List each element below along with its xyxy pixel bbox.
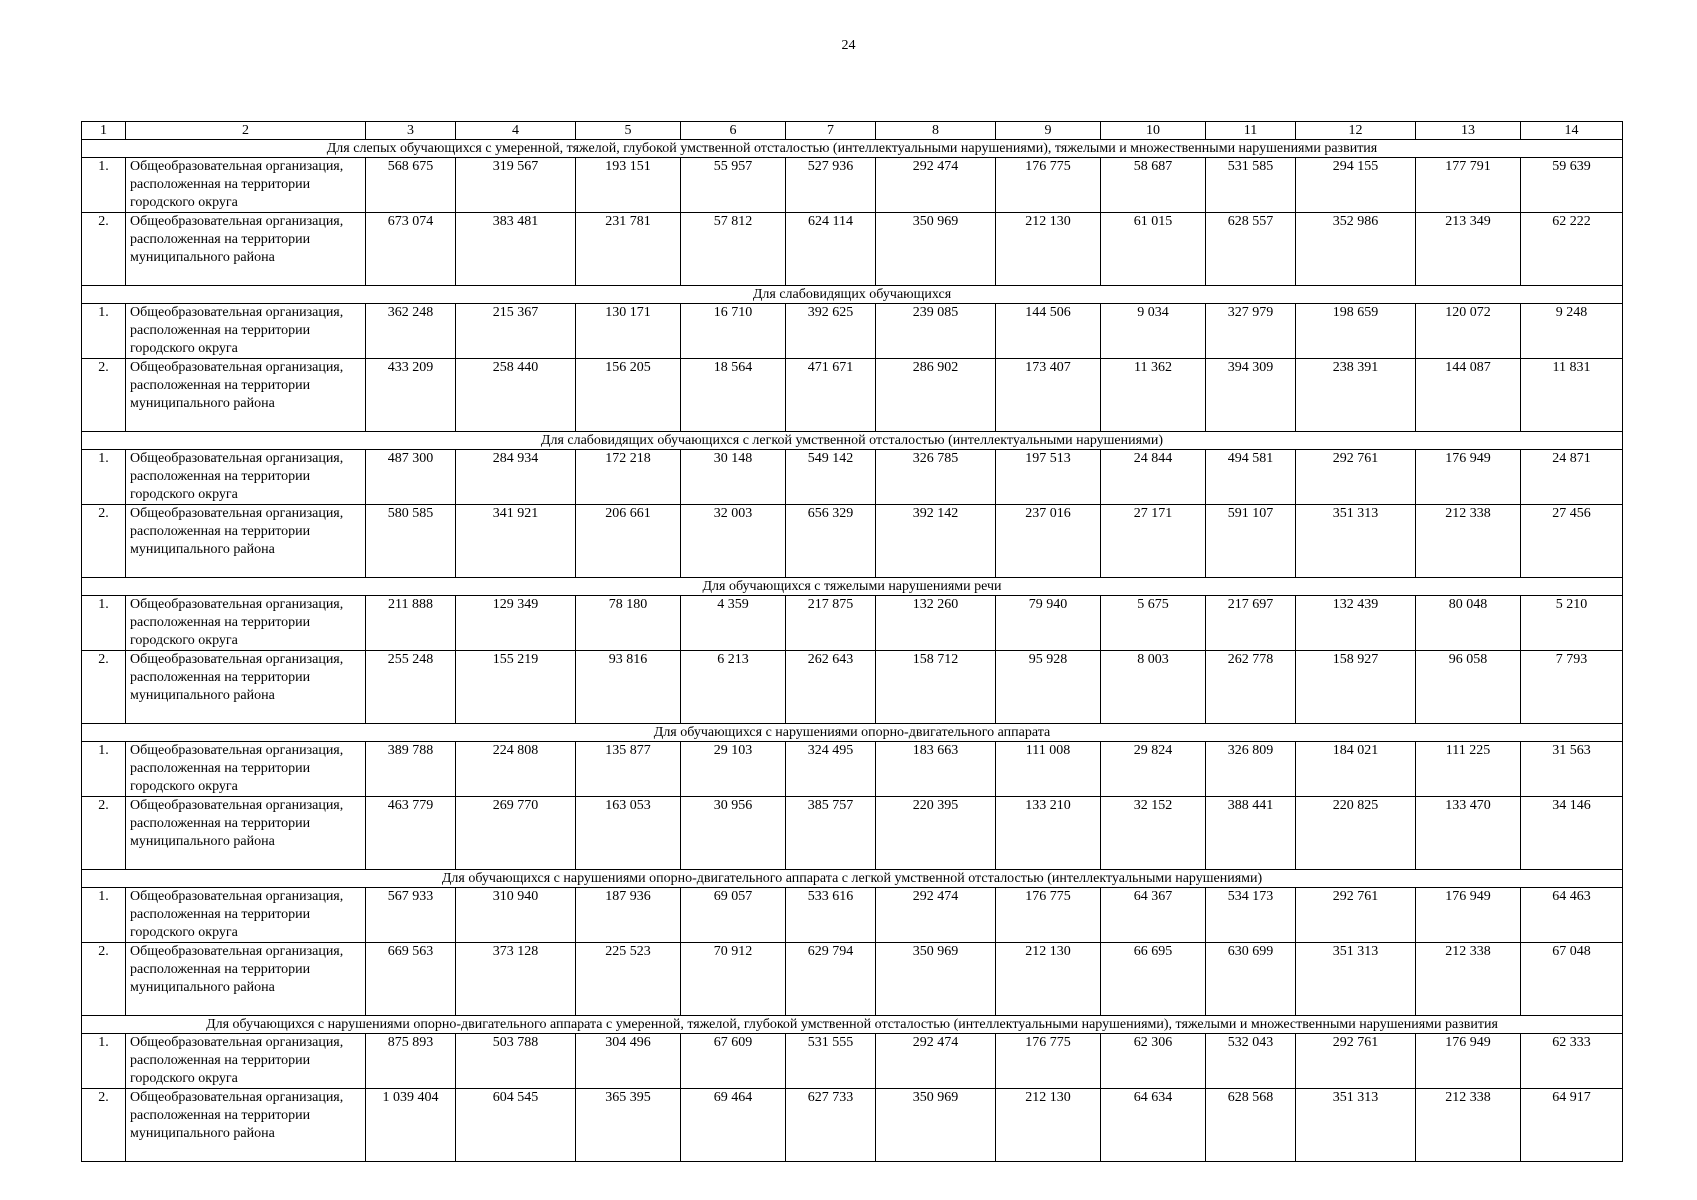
value-cell: 351 313: [1296, 1089, 1416, 1162]
value-cell: 549 142: [786, 450, 876, 505]
value-cell: 224 808: [456, 742, 576, 797]
value-cell: 392 142: [876, 505, 996, 578]
column-header: 9: [996, 122, 1101, 140]
value-cell: 630 699: [1206, 943, 1296, 1016]
value-cell: 96 058: [1416, 651, 1521, 724]
value-cell: 34 146: [1521, 797, 1623, 870]
section-title: Для слабовидящих обучающихся: [82, 286, 1623, 304]
value-cell: 385 757: [786, 797, 876, 870]
value-cell: 62 333: [1521, 1034, 1623, 1089]
value-cell: 580 585: [366, 505, 456, 578]
value-cell: 487 300: [366, 450, 456, 505]
value-cell: 80 048: [1416, 596, 1521, 651]
value-cell: 55 957: [681, 158, 786, 213]
row-number: 2.: [82, 651, 126, 724]
value-cell: 11 831: [1521, 359, 1623, 432]
value-cell: 217 697: [1206, 596, 1296, 651]
section-title: Для обучающихся с нарушениями опорно-двигательного аппарата: [82, 724, 1623, 742]
value-cell: 255 248: [366, 651, 456, 724]
value-cell: 64 367: [1101, 888, 1206, 943]
value-cell: 184 021: [1296, 742, 1416, 797]
value-cell: 628 568: [1206, 1089, 1296, 1162]
value-cell: 604 545: [456, 1089, 576, 1162]
value-cell: 58 687: [1101, 158, 1206, 213]
value-cell: 67 609: [681, 1034, 786, 1089]
value-cell: 433 209: [366, 359, 456, 432]
organization-name: Общеобразовательная организация, расположенная на территории городского округа: [126, 304, 366, 359]
value-cell: 225 523: [576, 943, 681, 1016]
value-cell: 69 464: [681, 1089, 786, 1162]
value-cell: 132 260: [876, 596, 996, 651]
value-cell: 59 639: [1521, 158, 1623, 213]
value-cell: 64 463: [1521, 888, 1623, 943]
value-cell: 212 338: [1416, 505, 1521, 578]
table-row: [82, 651, 1623, 724]
value-cell: 95 928: [996, 651, 1101, 724]
value-cell: 567 933: [366, 888, 456, 943]
row-number: 2.: [82, 213, 126, 286]
table-row: [82, 505, 1623, 578]
value-cell: 27 456: [1521, 505, 1623, 578]
table-row: [82, 304, 1623, 359]
value-cell: 69 057: [681, 888, 786, 943]
row-number: 1.: [82, 1034, 126, 1089]
table-row: [82, 213, 1623, 286]
value-cell: 9 248: [1521, 304, 1623, 359]
organization-name: Общеобразовательная организация, расположенная на территории городского округа: [126, 888, 366, 943]
value-cell: 158 712: [876, 651, 996, 724]
value-cell: 532 043: [1206, 1034, 1296, 1089]
section-row: [82, 578, 1623, 596]
value-cell: 5 210: [1521, 596, 1623, 651]
value-cell: 350 969: [876, 943, 996, 1016]
row-number: 2.: [82, 1089, 126, 1162]
value-cell: 32 152: [1101, 797, 1206, 870]
value-cell: 217 875: [786, 596, 876, 651]
value-cell: 133 210: [996, 797, 1101, 870]
value-cell: 8 003: [1101, 651, 1206, 724]
value-cell: 656 329: [786, 505, 876, 578]
value-cell: 220 825: [1296, 797, 1416, 870]
value-cell: 494 581: [1206, 450, 1296, 505]
value-cell: 64 634: [1101, 1089, 1206, 1162]
value-cell: 57 812: [681, 213, 786, 286]
value-cell: 239 085: [876, 304, 996, 359]
value-cell: 392 625: [786, 304, 876, 359]
value-cell: 292 474: [876, 1034, 996, 1089]
column-header: 1: [82, 122, 126, 140]
value-cell: 67 048: [1521, 943, 1623, 1016]
value-cell: 568 675: [366, 158, 456, 213]
value-cell: 176 775: [996, 888, 1101, 943]
value-cell: 79 940: [996, 596, 1101, 651]
organization-name: Общеобразовательная организация, расположенная на территории муниципального района: [126, 213, 366, 286]
table-row: [82, 596, 1623, 651]
value-cell: 388 441: [1206, 797, 1296, 870]
value-cell: 177 791: [1416, 158, 1521, 213]
section-title: Для обучающихся с нарушениями опорно-двигательного аппарата с умеренной, тяжелой, глубокой умственной отсталостью (интеллектуальными нарушениями), тяжелыми и множественными нарушениями развития: [82, 1016, 1623, 1034]
table-row: [82, 1089, 1623, 1162]
value-cell: 144 087: [1416, 359, 1521, 432]
value-cell: 292 474: [876, 158, 996, 213]
table-row: [82, 359, 1623, 432]
value-cell: 215 367: [456, 304, 576, 359]
organization-name: Общеобразовательная организация, расположенная на территории муниципального района: [126, 1089, 366, 1162]
value-cell: 531 585: [1206, 158, 1296, 213]
value-cell: 231 781: [576, 213, 681, 286]
value-cell: 533 616: [786, 888, 876, 943]
data-table: [81, 121, 1623, 1162]
section-row: [82, 870, 1623, 888]
section-row: [82, 432, 1623, 450]
value-cell: 292 761: [1296, 888, 1416, 943]
value-cell: 351 313: [1296, 943, 1416, 1016]
column-header: 13: [1416, 122, 1521, 140]
value-cell: 176 949: [1416, 450, 1521, 505]
value-cell: 206 661: [576, 505, 681, 578]
value-cell: 176 775: [996, 1034, 1101, 1089]
organization-name: Общеобразовательная организация, расположенная на территории муниципального района: [126, 651, 366, 724]
value-cell: 352 986: [1296, 213, 1416, 286]
value-cell: 351 313: [1296, 505, 1416, 578]
value-cell: 30 148: [681, 450, 786, 505]
value-cell: 64 917: [1521, 1089, 1623, 1162]
value-cell: 326 785: [876, 450, 996, 505]
row-number: 2.: [82, 797, 126, 870]
value-cell: 130 171: [576, 304, 681, 359]
value-cell: 111 008: [996, 742, 1101, 797]
value-cell: 286 902: [876, 359, 996, 432]
value-cell: 624 114: [786, 213, 876, 286]
value-cell: 62 306: [1101, 1034, 1206, 1089]
value-cell: 220 395: [876, 797, 996, 870]
value-cell: 673 074: [366, 213, 456, 286]
value-cell: 212 130: [996, 1089, 1101, 1162]
value-cell: 187 936: [576, 888, 681, 943]
section-title: Для слепых обучающихся с умеренной, тяжелой, глубокой умственной отсталостью (интеллектуальными нарушениями), тяжелыми и множественными нарушениями развития: [82, 140, 1623, 158]
column-header: 4: [456, 122, 576, 140]
value-cell: 324 495: [786, 742, 876, 797]
value-cell: 875 893: [366, 1034, 456, 1089]
column-header: 3: [366, 122, 456, 140]
column-header: 11: [1206, 122, 1296, 140]
value-cell: 213 349: [1416, 213, 1521, 286]
value-cell: 534 173: [1206, 888, 1296, 943]
value-cell: 292 761: [1296, 1034, 1416, 1089]
value-cell: 258 440: [456, 359, 576, 432]
value-cell: 27 171: [1101, 505, 1206, 578]
value-cell: 31 563: [1521, 742, 1623, 797]
value-cell: 70 912: [681, 943, 786, 1016]
value-cell: 292 761: [1296, 450, 1416, 505]
organization-name: Общеобразовательная организация, расположенная на территории городского округа: [126, 1034, 366, 1089]
value-cell: 24 844: [1101, 450, 1206, 505]
value-cell: 394 309: [1206, 359, 1296, 432]
value-cell: 212 130: [996, 943, 1101, 1016]
value-cell: 238 391: [1296, 359, 1416, 432]
value-cell: 176 949: [1416, 1034, 1521, 1089]
value-cell: 350 969: [876, 213, 996, 286]
value-cell: 383 481: [456, 213, 576, 286]
value-cell: 62 222: [1521, 213, 1623, 286]
value-cell: 78 180: [576, 596, 681, 651]
value-cell: 16 710: [681, 304, 786, 359]
value-cell: 29 103: [681, 742, 786, 797]
value-cell: 173 407: [996, 359, 1101, 432]
value-cell: 327 979: [1206, 304, 1296, 359]
value-cell: 93 816: [576, 651, 681, 724]
column-header: 6: [681, 122, 786, 140]
value-cell: 471 671: [786, 359, 876, 432]
value-cell: 176 775: [996, 158, 1101, 213]
table-row: [82, 158, 1623, 213]
value-cell: 269 770: [456, 797, 576, 870]
value-cell: 284 934: [456, 450, 576, 505]
organization-name: Общеобразовательная организация, расположенная на территории городского округа: [126, 742, 366, 797]
value-cell: 29 824: [1101, 742, 1206, 797]
organization-name: Общеобразовательная организация, расположенная на территории городского округа: [126, 596, 366, 651]
value-cell: 527 936: [786, 158, 876, 213]
organization-name: Общеобразовательная организация, расположенная на территории городского округа: [126, 158, 366, 213]
section-row: [82, 286, 1623, 304]
value-cell: 24 871: [1521, 450, 1623, 505]
value-cell: 373 128: [456, 943, 576, 1016]
section-title: Для обучающихся с тяжелыми нарушениями речи: [82, 578, 1623, 596]
value-cell: 237 016: [996, 505, 1101, 578]
column-header: 12: [1296, 122, 1416, 140]
value-cell: 319 567: [456, 158, 576, 213]
value-cell: 9 034: [1101, 304, 1206, 359]
value-cell: 362 248: [366, 304, 456, 359]
value-cell: 304 496: [576, 1034, 681, 1089]
section-title: Для слабовидящих обучающихся с легкой умственной отсталостью (интеллектуальными нарушениями): [82, 432, 1623, 450]
organization-name: Общеобразовательная организация, расположенная на территории муниципального района: [126, 359, 366, 432]
value-cell: 463 779: [366, 797, 456, 870]
row-number: 1.: [82, 158, 126, 213]
section-title: Для обучающихся с нарушениями опорно-двигательного аппарата с легкой умственной отсталостью (интеллектуальными нарушениями): [82, 870, 1623, 888]
value-cell: 310 940: [456, 888, 576, 943]
value-cell: 350 969: [876, 1089, 996, 1162]
section-row: [82, 724, 1623, 742]
value-cell: 389 788: [366, 742, 456, 797]
row-number: 1.: [82, 742, 126, 797]
value-cell: 294 155: [1296, 158, 1416, 213]
table-row: [82, 742, 1623, 797]
value-cell: 144 506: [996, 304, 1101, 359]
value-cell: 262 643: [786, 651, 876, 724]
column-header: 2: [126, 122, 366, 140]
value-cell: 531 555: [786, 1034, 876, 1089]
value-cell: 503 788: [456, 1034, 576, 1089]
value-cell: 212 338: [1416, 1089, 1521, 1162]
column-header: 7: [786, 122, 876, 140]
value-cell: 30 956: [681, 797, 786, 870]
page-number: 24: [841, 38, 856, 53]
row-number: 1.: [82, 888, 126, 943]
value-cell: 120 072: [1416, 304, 1521, 359]
value-cell: 132 439: [1296, 596, 1416, 651]
organization-name: Общеобразовательная организация, расположенная на территории городского округа: [126, 450, 366, 505]
value-cell: 212 130: [996, 213, 1101, 286]
value-cell: 133 470: [1416, 797, 1521, 870]
value-cell: 135 877: [576, 742, 681, 797]
organization-name: Общеобразовательная организация, расположенная на территории муниципального района: [126, 797, 366, 870]
header-row: [82, 122, 1623, 140]
value-cell: 155 219: [456, 651, 576, 724]
column-header: 14: [1521, 122, 1623, 140]
value-cell: 193 151: [576, 158, 681, 213]
value-cell: 326 809: [1206, 742, 1296, 797]
value-cell: 211 888: [366, 596, 456, 651]
value-cell: 198 659: [1296, 304, 1416, 359]
value-cell: 212 338: [1416, 943, 1521, 1016]
value-cell: 163 053: [576, 797, 681, 870]
table-row: [82, 888, 1623, 943]
value-cell: 11 362: [1101, 359, 1206, 432]
column-header: 10: [1101, 122, 1206, 140]
organization-name: Общеобразовательная организация, расположенная на территории муниципального района: [126, 943, 366, 1016]
value-cell: 66 695: [1101, 943, 1206, 1016]
value-cell: 7 793: [1521, 651, 1623, 724]
value-cell: 18 564: [681, 359, 786, 432]
table-row: [82, 450, 1623, 505]
value-cell: 591 107: [1206, 505, 1296, 578]
value-cell: 1 039 404: [366, 1089, 456, 1162]
value-cell: 111 225: [1416, 742, 1521, 797]
value-cell: 32 003: [681, 505, 786, 578]
value-cell: 183 663: [876, 742, 996, 797]
value-cell: 4 359: [681, 596, 786, 651]
value-cell: 197 513: [996, 450, 1101, 505]
column-header: 8: [876, 122, 996, 140]
value-cell: 6 213: [681, 651, 786, 724]
row-number: 1.: [82, 596, 126, 651]
value-cell: 61 015: [1101, 213, 1206, 286]
row-number: 2.: [82, 359, 126, 432]
value-cell: 669 563: [366, 943, 456, 1016]
value-cell: 176 949: [1416, 888, 1521, 943]
value-cell: 628 557: [1206, 213, 1296, 286]
value-cell: 262 778: [1206, 651, 1296, 724]
value-cell: 627 733: [786, 1089, 876, 1162]
row-number: 2.: [82, 943, 126, 1016]
section-row: [82, 140, 1623, 158]
table-row: [82, 943, 1623, 1016]
value-cell: 172 218: [576, 450, 681, 505]
value-cell: 129 349: [456, 596, 576, 651]
value-cell: 341 921: [456, 505, 576, 578]
section-row: [82, 1016, 1623, 1034]
value-cell: 292 474: [876, 888, 996, 943]
row-number: 2.: [82, 505, 126, 578]
value-cell: 365 395: [576, 1089, 681, 1162]
row-number: 1.: [82, 304, 126, 359]
table-row: [82, 797, 1623, 870]
value-cell: 156 205: [576, 359, 681, 432]
organization-name: Общеобразовательная организация, расположенная на территории муниципального района: [126, 505, 366, 578]
row-number: 1.: [82, 450, 126, 505]
table-row: [82, 1034, 1623, 1089]
value-cell: 629 794: [786, 943, 876, 1016]
value-cell: 5 675: [1101, 596, 1206, 651]
value-cell: 158 927: [1296, 651, 1416, 724]
column-header: 5: [576, 122, 681, 140]
